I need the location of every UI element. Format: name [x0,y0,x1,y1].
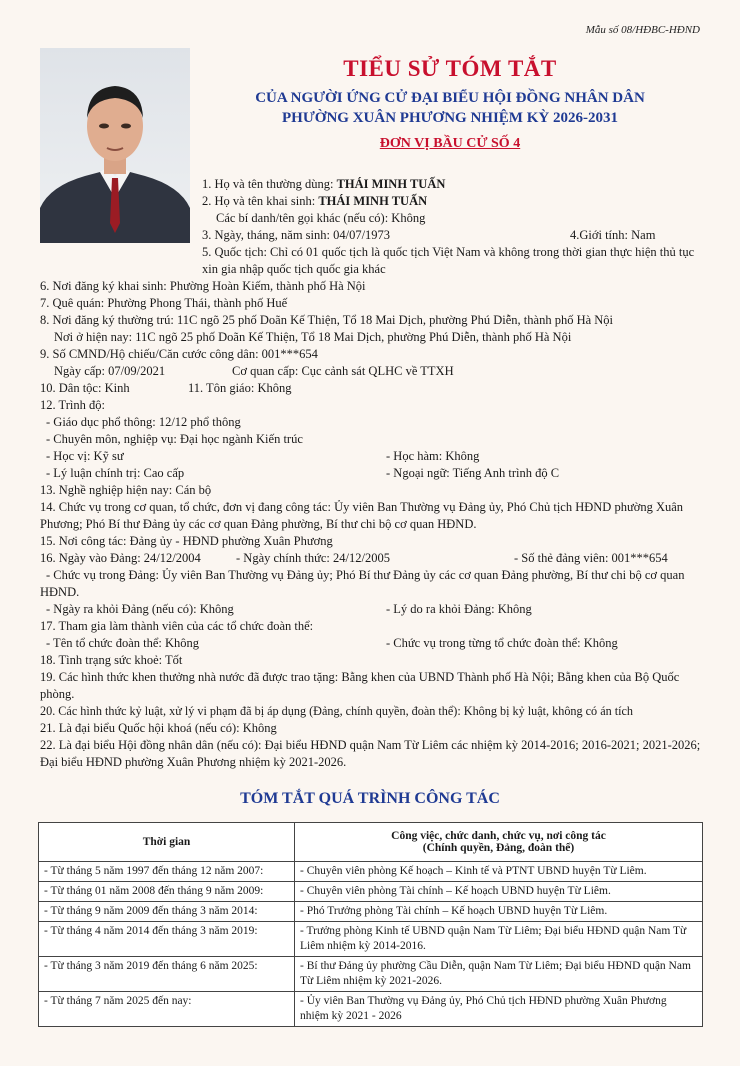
bio-line-16a: 16. Ngày vào Đảng: 24/12/2004 [40,551,201,565]
portrait-icon [40,48,190,243]
bio-line-1 [202,176,445,193]
table-header-row [39,823,703,862]
bio-line-22: 22. Là đại biểu Hội đồng nhân dân (nếu có): Đại biểu HĐND quận Nam Từ Liêm các nhiệm kỳ 2014-2016; 2016-2021; 2021-2026; Đại biểu HĐND phường Xuân Phương nhiệm kỳ 2021-2026. [40,738,701,769]
bio-line-12f: - Ngoại ngữ: Tiếng Anh trình độ C [386,466,560,480]
table-row [39,992,703,1027]
work-cell: - Phó Trưởng phòng Tài chính – Kế hoạch UBND huyện Từ Liêm. [295,902,703,922]
bio-line-17b: - Chức vụ trong từng tổ chức đoàn thể: Không [386,636,618,650]
bio-line-12: 12. Trình độ: [40,398,105,412]
table-row [39,957,703,992]
bio-line-9b: Ngày cấp: 07/09/2021 [54,364,166,378]
bio-line-11: 11. Tôn giáo: Không [188,381,292,395]
bio-line-2 [202,193,427,210]
work-cell: - Bí thư Đảng ủy phường Cầu Diễn, quận Nam Từ Liêm; Đại biểu HĐND quận Nam Từ Liêm nhiệm kỳ 2021-2026. [295,957,703,992]
document-title: TIỂU SỬ TÓM TẮT [343,56,557,81]
time-cell: - Từ tháng 01 năm 2008 đến tháng 9 năm 2009: [39,882,295,902]
work-cell: - Chuyên viên phòng Tài chính – Kế hoạch UBND huyện Từ Liêm. [295,882,703,902]
bio-line-alias: Các bí danh/tên gọi khác (nếu có): Không [216,211,426,225]
bio-line-9: 9. Số CMND/Hộ chiếu/Căn cước công dân: 001***654 [40,347,318,361]
form-code: Mẫu số 08/HĐBC-HĐND [585,24,700,36]
document-subtitle-2: PHƯỜNG XUÂN PHƯƠNG NHIỆM KỲ 2026-2031 [282,110,618,126]
bio-line-5: 5. Quốc tịch: Chỉ có 01 quốc tịch là quốc tịch Việt Nam và không trong thời gian thực hiện thủ tục xin gia nhập quốc tịch quốc gia khác [202,245,695,276]
bio-line-16f: - Lý do ra khỏi Đảng: Không [386,602,532,616]
time-cell: - Từ tháng 9 năm 2009 đến tháng 3 năm 2014: [39,902,295,922]
col-work-header-line1: Công việc, chức danh, chức vụ, nơi công tác [391,830,606,842]
table-row [39,922,703,957]
bio-line-10: 10. Dân tộc: Kinh [40,381,130,395]
bio-line-8: 8. Nơi đăng ký thường trú: 11C ngõ 25 phố Doãn Kế Thiện, Tổ 18 Mai Dịch, phường Phú Diễn, thành phố Hà Nội [40,313,614,327]
bio-line-19: 19. Các hình thức khen thưởng nhà nước đã được trao tặng: Bằng khen của UBND Thành phố Hà Nội; Bằng khen của Bộ Quốc phòng. [40,670,680,701]
time-cell: - Từ tháng 4 năm 2014 đến tháng 3 năm 2019: [39,922,295,957]
common-name: THÁI MINH TUẤN [336,177,446,191]
bio-line-13: 13. Nghề nghiệp hiện nay: Cán bộ [40,483,212,497]
work-cell: - Chuyên viên phòng Kế hoạch – Kinh tế và PTNT UBND huyện Từ Liêm. [295,862,703,882]
birth-name: THÁI MINH TUẤN [318,194,428,208]
work-history-body [39,862,703,1027]
bio-line-17a: - Tên tổ chức đoàn thể: Không [46,636,200,650]
bio-line-12e: - Lý luận chính trị: Cao cấp [46,466,185,480]
table-row [39,902,703,922]
bio-line-15: 15. Nơi công tác: Đảng ủy - HĐND phường Xuân Phương [40,534,333,548]
bio-line-20: 20. Các hình thức kỷ luật, xử lý vi phạm đã bị áp dụng (Đảng, chính quyền, đoàn thể): Không bị kỷ luật, không có án tích [40,704,634,718]
bio-line-12d: - Học hàm: Không [386,449,480,463]
bio-line-14: 14. Chức vụ trong cơ quan, tổ chức, đơn vị đang công tác: Ủy viên Ban Thường vụ Đảng ủy, Phó Chủ tịch HĐND phường Xuân Phương; Phó Bí thư Đảng ủy các cơ quan Đảng phường, Bí thư chi bộ cơ quan HĐND. [40,500,684,531]
bio-line-4: 4.Giới tính: Nam [570,228,656,242]
bio-line-12a: - Giáo dục phổ thông: 12/12 phổ thông [46,415,241,429]
work-cell: - Ủy viên Ban Thường vụ Đảng ủy, Phó Chủ tịch HĐND phường Xuân Phương nhiệm kỳ 2021 - 2026 [295,992,703,1027]
bio-line-9c: Cơ quan cấp: Cục cảnh sát QLHC về TTXH [232,364,454,378]
electoral-unit: ĐƠN VỊ BẦU CỬ SỐ 4 [379,136,521,151]
bio-line-16e: - Ngày ra khỏi Đảng (nếu có): Không [46,602,234,616]
bio-line-12c: - Học vị: Kỹ sư [46,449,124,463]
bio-line-18: 18. Tình trạng sức khoẻ: Tốt [40,653,183,667]
work-history-title: TÓM TẮT QUÁ TRÌNH CÔNG TÁC [240,790,500,807]
work-history-table [38,822,703,1027]
col-work-header-line2: (Chính quyền, Đảng, đoàn thể) [422,842,575,854]
col-time-header: Thời gian [39,823,295,862]
bio-line-16d: - Chức vụ trong Đảng: Ủy viên Ban Thường vụ Đảng ủy; Phó Bí thư Đảng ủy các cơ quan Đảng phường, Bí thư chi bộ cơ quan HĐND. [40,568,685,599]
bio-line-21: 21. Là đại biểu Quốc hội khoá (nếu có): Không [40,721,277,735]
label: 2. Họ và tên khai sinh: [202,194,319,208]
bio-line-17: 17. Tham gia làm thành viên của các tổ chức đoàn thể: [40,619,314,633]
bio-line-12b: - Chuyên môn, nghiệp vụ: Đại học ngành Kiến trúc [46,432,303,446]
label: 1. Họ và tên thường dùng: [202,177,337,191]
work-cell: - Trưởng phòng Kinh tế UBND quận Nam Từ Liêm; Đại biểu HĐND quận Nam Từ Liêm nhiệm kỳ 2014-2016. [295,922,703,957]
time-cell: - Từ tháng 7 năm 2025 đến nay: [39,992,295,1027]
time-cell: - Từ tháng 5 năm 1997 đến tháng 12 năm 2007: [39,862,295,882]
bio-line-6: 6. Nơi đăng ký khai sinh: Phường Hoàn Kiếm, thành phố Hà Nội [40,279,366,293]
bio-line-3: 3. Ngày, tháng, năm sinh: 04/07/1973 [202,228,391,242]
bio-line-8b: Nơi ở hiện nay: 11C ngõ 25 phố Doãn Kế Thiện, Tổ 18 Mai Dịch, phường Phú Diễn, thành phố Hà Nội [54,330,572,344]
document-subtitle-1: CỦA NGƯỜI ỨNG CỬ ĐẠI BIỂU HỘI ĐỒNG NHÂN DÂN [255,90,645,106]
bio-line-7: 7. Quê quán: Phường Phong Thái, thành phố Huế [40,296,288,310]
col-work-header [295,823,703,862]
table-row [39,882,703,902]
bio-line-16b: - Ngày chính thức: 24/12/2005 [236,551,390,565]
table-row [39,862,703,882]
bio-line-16c: - Số thẻ đảng viên: 001***654 [514,551,668,565]
portrait-photo [40,48,190,243]
time-cell: - Từ tháng 3 năm 2019 đến tháng 6 năm 2025: [39,957,295,992]
